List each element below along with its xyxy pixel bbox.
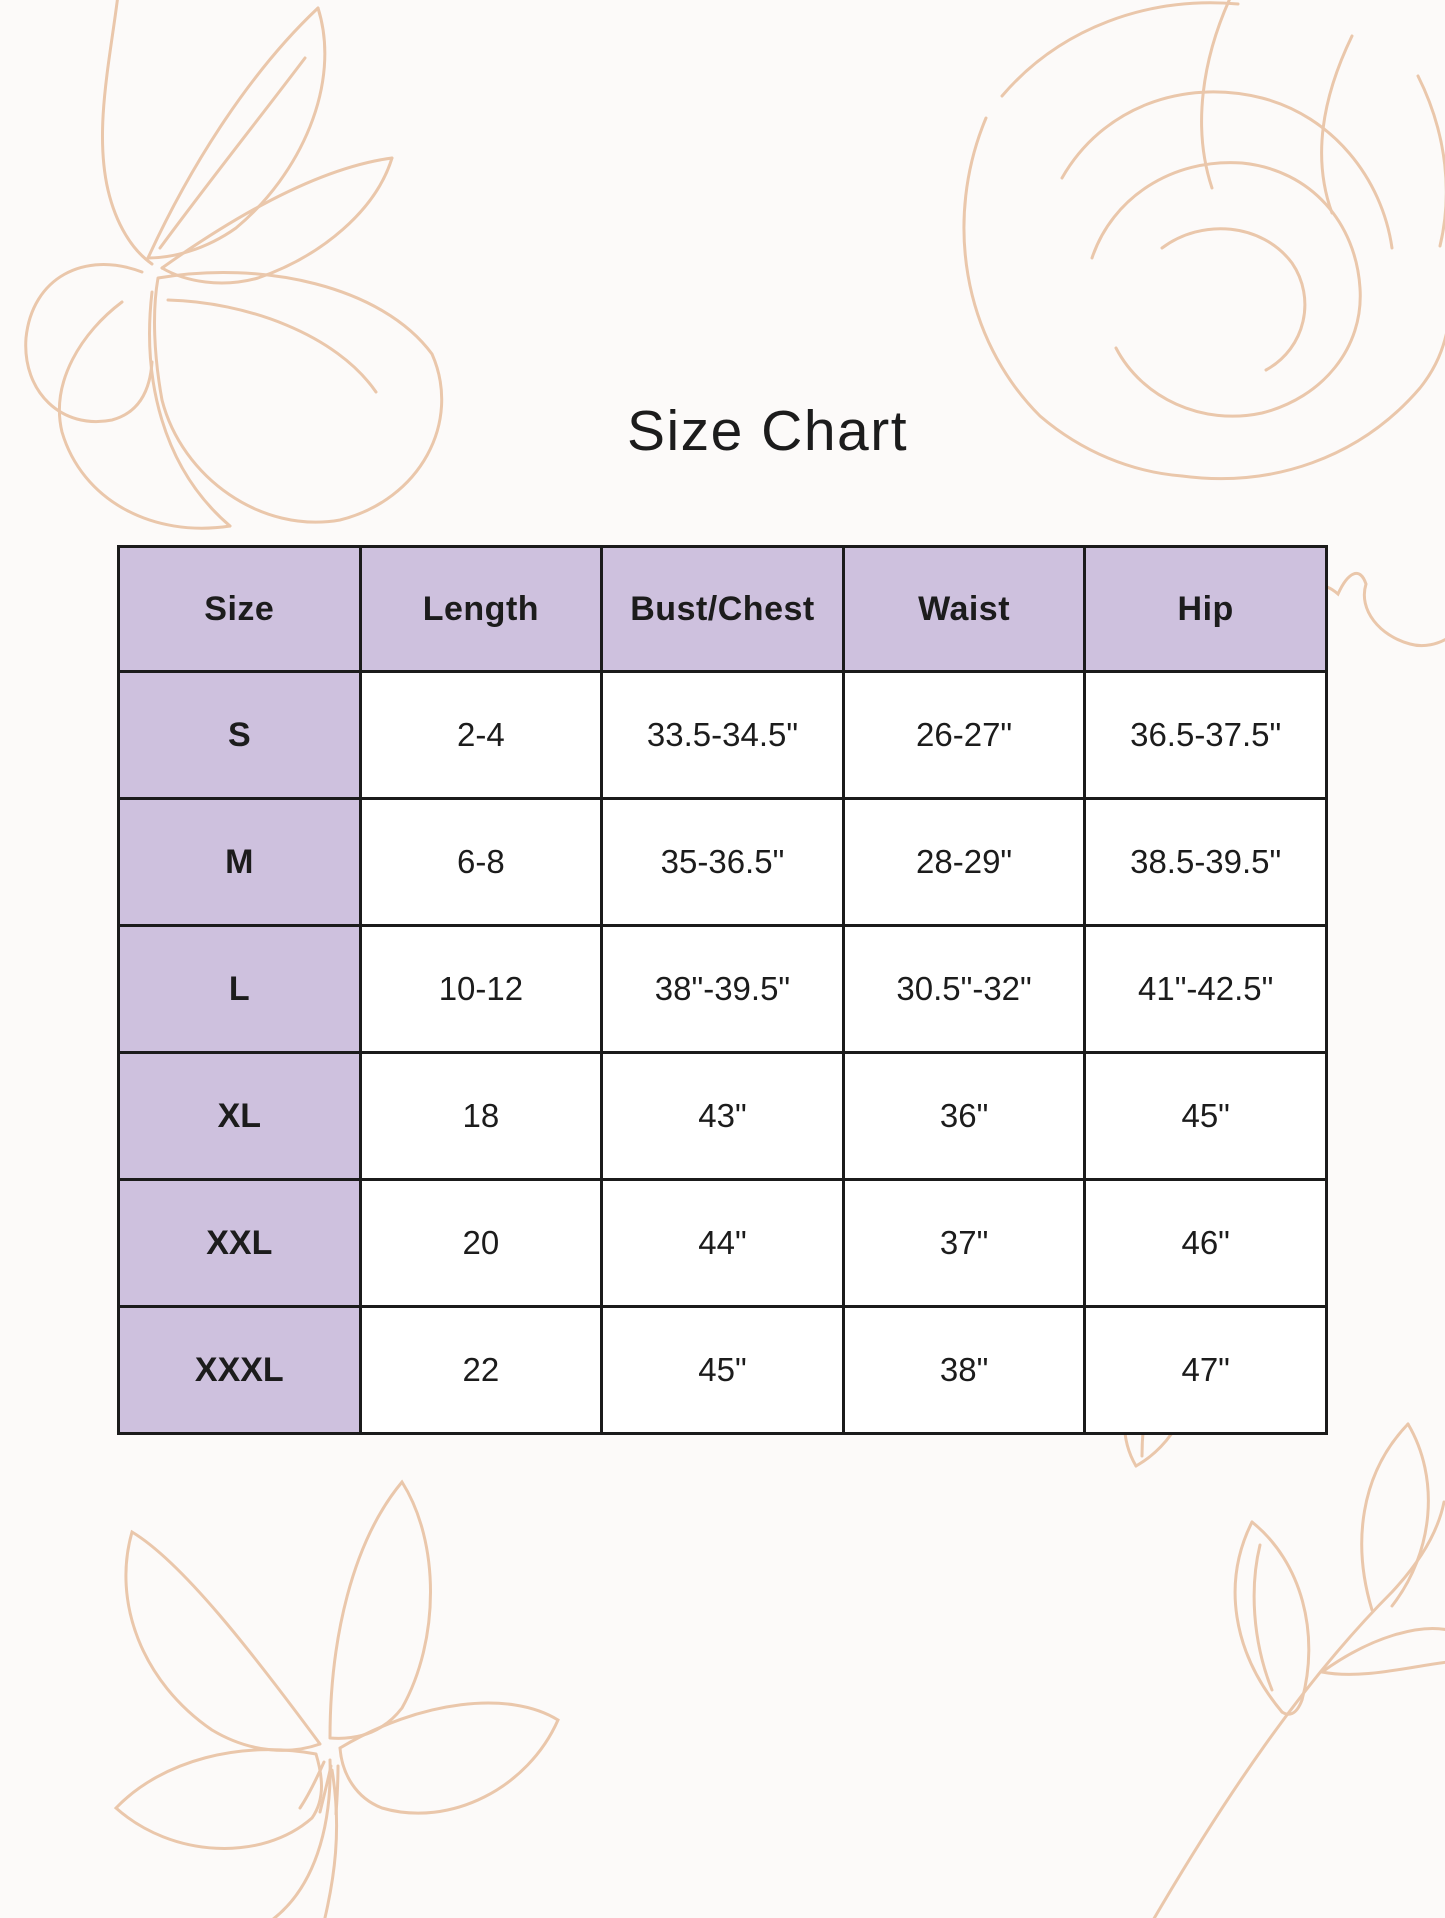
table-cell: 6-8 bbox=[360, 799, 602, 926]
table-cell: 36" bbox=[843, 1053, 1085, 1180]
table-row-xxxl bbox=[119, 1307, 1327, 1434]
size-label: L bbox=[119, 926, 361, 1053]
table-row-xxl bbox=[119, 1180, 1327, 1307]
table-cell: 38"-39.5" bbox=[602, 926, 844, 1053]
size-label: XL bbox=[119, 1053, 361, 1180]
table-cell: 35-36.5" bbox=[602, 799, 844, 926]
table-cell: 38.5-39.5" bbox=[1085, 799, 1327, 926]
table-cell: 45" bbox=[602, 1307, 844, 1434]
table-cell: 36.5-37.5" bbox=[1085, 672, 1327, 799]
table-cell: 10-12 bbox=[360, 926, 602, 1053]
table-cell: 44" bbox=[602, 1180, 844, 1307]
size-label: XXL bbox=[119, 1180, 361, 1307]
table-cell: 45" bbox=[1085, 1053, 1327, 1180]
table-cell: 26-27" bbox=[843, 672, 1085, 799]
column-header-bust-chest: Bust/Chest bbox=[602, 547, 844, 672]
size-label: XXXL bbox=[119, 1307, 361, 1434]
flower-sketch-bottom-left bbox=[116, 1482, 558, 1918]
table-cell: 37" bbox=[843, 1180, 1085, 1307]
size-label: S bbox=[119, 672, 361, 799]
size-label: M bbox=[119, 799, 361, 926]
table-cell: 33.5-34.5" bbox=[602, 672, 844, 799]
header-row bbox=[119, 547, 1327, 672]
table-cell: 20 bbox=[360, 1180, 602, 1307]
size-chart-table bbox=[117, 545, 1328, 1435]
table-cell: 22 bbox=[360, 1307, 602, 1434]
table-cell: 2-4 bbox=[360, 672, 602, 799]
table-cell: 46" bbox=[1085, 1180, 1327, 1307]
table-cell: 47" bbox=[1085, 1307, 1327, 1434]
column-header-length: Length bbox=[360, 547, 602, 672]
table-row-xl bbox=[119, 1053, 1327, 1180]
table-cell: 38" bbox=[843, 1307, 1085, 1434]
table-row-m bbox=[119, 799, 1327, 926]
column-header-hip: Hip bbox=[1085, 547, 1327, 672]
column-header-size: Size bbox=[119, 547, 361, 672]
column-header-waist: Waist bbox=[843, 547, 1085, 672]
table-cell: 28-29" bbox=[843, 799, 1085, 926]
table-cell: 18 bbox=[360, 1053, 602, 1180]
table-row-l bbox=[119, 926, 1327, 1053]
table-cell: 30.5"-32" bbox=[843, 926, 1085, 1053]
table-row-s bbox=[119, 672, 1327, 799]
page-title: Size Chart bbox=[626, 399, 909, 463]
table-cell: 43" bbox=[602, 1053, 844, 1180]
table-cell: 41"-42.5" bbox=[1085, 926, 1327, 1053]
